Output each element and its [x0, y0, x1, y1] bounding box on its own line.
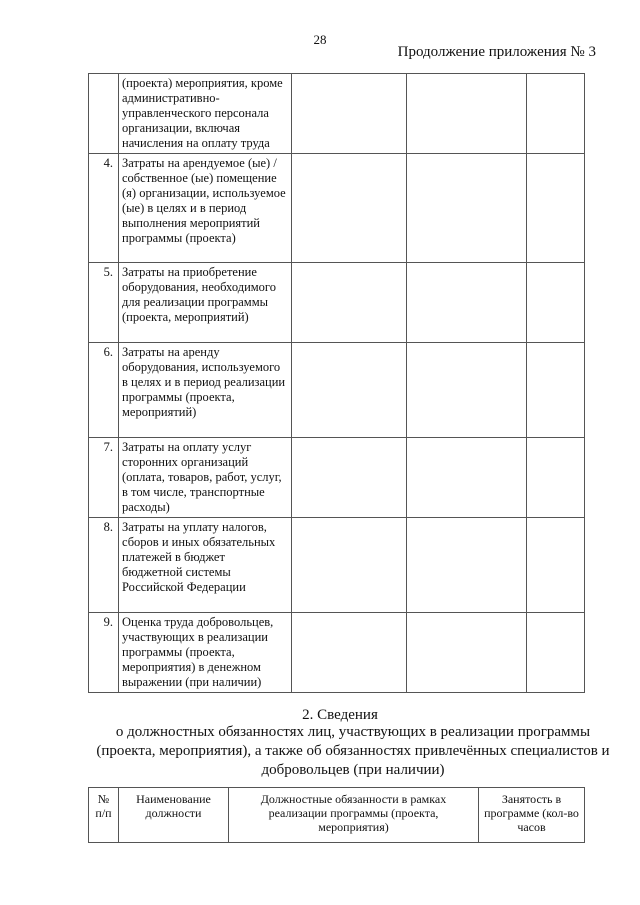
row-number: 5.: [89, 263, 119, 343]
empty-cell: [407, 613, 527, 693]
column-header: Должностные обязанности в рамках реализации программы (проекта, мероприятия): [229, 788, 479, 843]
empty-cell: [527, 438, 585, 518]
page-number: 28: [313, 32, 327, 47]
empty-cell: [292, 154, 407, 263]
empty-cell: [527, 154, 585, 263]
table-row: [89, 438, 585, 518]
row-number: 9.: [89, 613, 119, 693]
row-description: Затраты на арендуемое (ые) / собственное (ые) помещение (я) организации, используемое (ые) в целях и в период выполнения мероприятий программы (проекта): [119, 154, 292, 263]
empty-cell: [527, 74, 585, 154]
table-row: [89, 518, 585, 613]
empty-cell: [527, 613, 585, 693]
column-header: Наименование должности: [119, 788, 229, 843]
table-row: [89, 154, 585, 263]
table-row: [89, 613, 585, 693]
table-row: [89, 74, 585, 154]
empty-cell: [407, 154, 527, 263]
row-description: Оценка труда добровольцев, участвующих в реализации программы (проекта, мероприятия) в денежном выражении (при наличии): [119, 613, 292, 693]
empty-cell: [407, 438, 527, 518]
row-description: Затраты на аренду оборудования, используемого в целях и в период реализации программы (проекта, мероприятий): [119, 343, 292, 438]
appendix-note: Продолжение приложения № 3: [397, 44, 596, 60]
empty-cell: [292, 343, 407, 438]
section-subtitle: о должностных обязанностях лиц, участвующих в реализации программы (проекта, мероприятия), а также об обязанностях привлечённых специалистов и добровольцев (при наличии): [96, 724, 610, 778]
row-number: [89, 74, 119, 154]
empty-cell: [407, 518, 527, 613]
row-number: 7.: [89, 438, 119, 518]
empty-cell: [407, 263, 527, 343]
empty-cell: [292, 613, 407, 693]
empty-cell: [407, 74, 527, 154]
row-description: Затраты на уплату налогов, сборов и иных обязательных платежей в бюджет бюджетной системы Российской Федерации: [119, 518, 292, 613]
empty-cell: [527, 518, 585, 613]
duties-table: [88, 787, 585, 843]
row-number: 6.: [89, 343, 119, 438]
row-number: 4.: [89, 154, 119, 263]
empty-cell: [407, 343, 527, 438]
row-description: Затраты на оплату услуг сторонних организаций (оплата, товаров, работ, услуг, в том числе, транспортные расходы): [119, 438, 292, 518]
empty-cell: [292, 438, 407, 518]
table-row: [89, 343, 585, 438]
table-header-row: [89, 788, 585, 843]
empty-cell: [527, 263, 585, 343]
empty-cell: [292, 74, 407, 154]
cost-table: [88, 73, 585, 693]
table-row: [89, 263, 585, 343]
row-description: Затраты на приобретение оборудования, необходимого для реализации программы (проекта, мероприятий): [119, 263, 292, 343]
column-header: № п/п: [89, 788, 119, 843]
row-number: 8.: [89, 518, 119, 613]
empty-cell: [527, 343, 585, 438]
row-description: (проекта) мероприятия, кроме административно-управленческого персонала организации, включая начисления на оплату труда: [119, 74, 292, 154]
section-title: 2. Сведения: [302, 707, 378, 723]
column-header: Занятость в программе (кол-во часов: [479, 788, 585, 843]
empty-cell: [292, 518, 407, 613]
empty-cell: [292, 263, 407, 343]
